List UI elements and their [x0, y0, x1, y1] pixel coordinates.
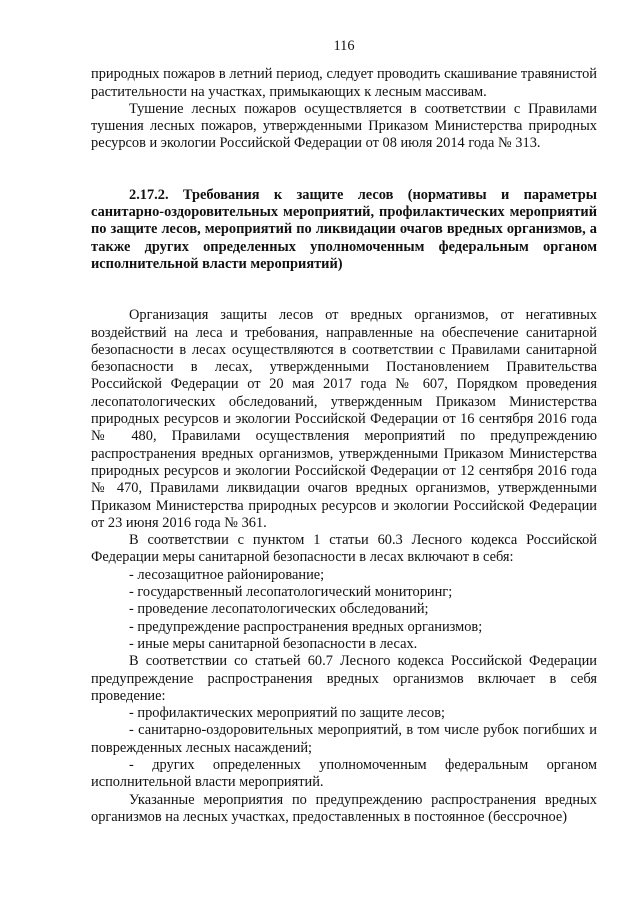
paragraph-forest-protection: Организация защиты лесов от вредных организмов, от негативных воздействий на леса и требования, направленные на обеспечение санитарной безопасности в лесах осуществляются в соответствии с Правилами санитарной безопасности в лесах, утвержденными Постановлением Правительства Российской Федерации от 20 мая 2017 года № 607, Порядком проведения лесопатологических обследований, утвержденным Приказом Министерства природных ресурсов и экологии Российской Федерации от 16 сентября 2016 года № 480, Правилами осуществления мероприятий по предупреждению распространения вредных организмов, утвержденными Приказом Министерства природных ресурсов и экологии Российской Федерации от 12 сентября 2016 года № 470, Правилами ликвидации очагов вредных организмов, утвержденными Приказом Министерства природных ресурсов и экологии Российской Федерации от 23 июня 2016 года № 361.	[91, 307, 597, 531]
list-item: - проведение лесопатологических обследований;	[129, 601, 429, 618]
list-item: - других определенных уполномоченным федеральным органом исполнительной власти мероприятий.	[91, 756, 597, 791]
list-item: - санитарно-оздоровительных мероприятий, в том числе рубок погибших и поврежденных лесных насаждений;	[91, 722, 597, 756]
paragraph-fire-mowing: природных пожаров в летний период, следует проводить скашивание травянистой растительности на участках, примыкающих к лесным массивам.	[91, 66, 597, 100]
document-page	[91, 38, 597, 826]
list-item: - государственный лесопатологический мониторинг;	[129, 584, 453, 601]
list-item: - предупреждение распространения вредных организмов;	[129, 618, 483, 635]
page-number: 116	[333, 38, 355, 54]
list-item: - профилактических мероприятий по защите лесов;	[129, 705, 446, 722]
list-article-60-7	[91, 705, 597, 791]
paragraph-fire-rules: Тушение лесных пожаров осуществляется в соответствии с Правилами тушения лесных пожаров, утвержденными Приказом Министерства природных ресурсов и экологии Российской Федерации от 08 июля 2014 года № 313.	[91, 100, 597, 152]
list-article-60-3	[91, 567, 597, 653]
paragraph-article-60-7: В соответствии со статьей 60.7 Лесного кодекса Российской Федерации предупреждение распространения вредных организмов включает в себя проведение:	[91, 653, 597, 704]
section-heading: 2.17.2. Требования к защите лесов (нормативы и параметры санитарно-оздоровительных мероприятий, профилактических мероприятий по защите лесов, мероприятий по ликвидации очагов вредных организмов, а также других определенных уполномоченным федеральным органом исполнительной власти мероприятий)	[91, 186, 597, 272]
list-item: - лесозащитное районирование;	[129, 566, 325, 583]
list-item: - иные меры санитарной безопасности в лесах.	[129, 635, 418, 652]
paragraph-article-60-3: В соответствии с пунктом 1 статьи 60.3 Лесного кодекса Российской Федерации меры санитарной безопасности в лесах включают в себя:	[91, 532, 597, 566]
paragraph-measures: Указанные мероприятия по предупреждению распространения вредных организмов на лесных участках, предоставленных в постоянное (бессрочное)	[91, 791, 597, 825]
